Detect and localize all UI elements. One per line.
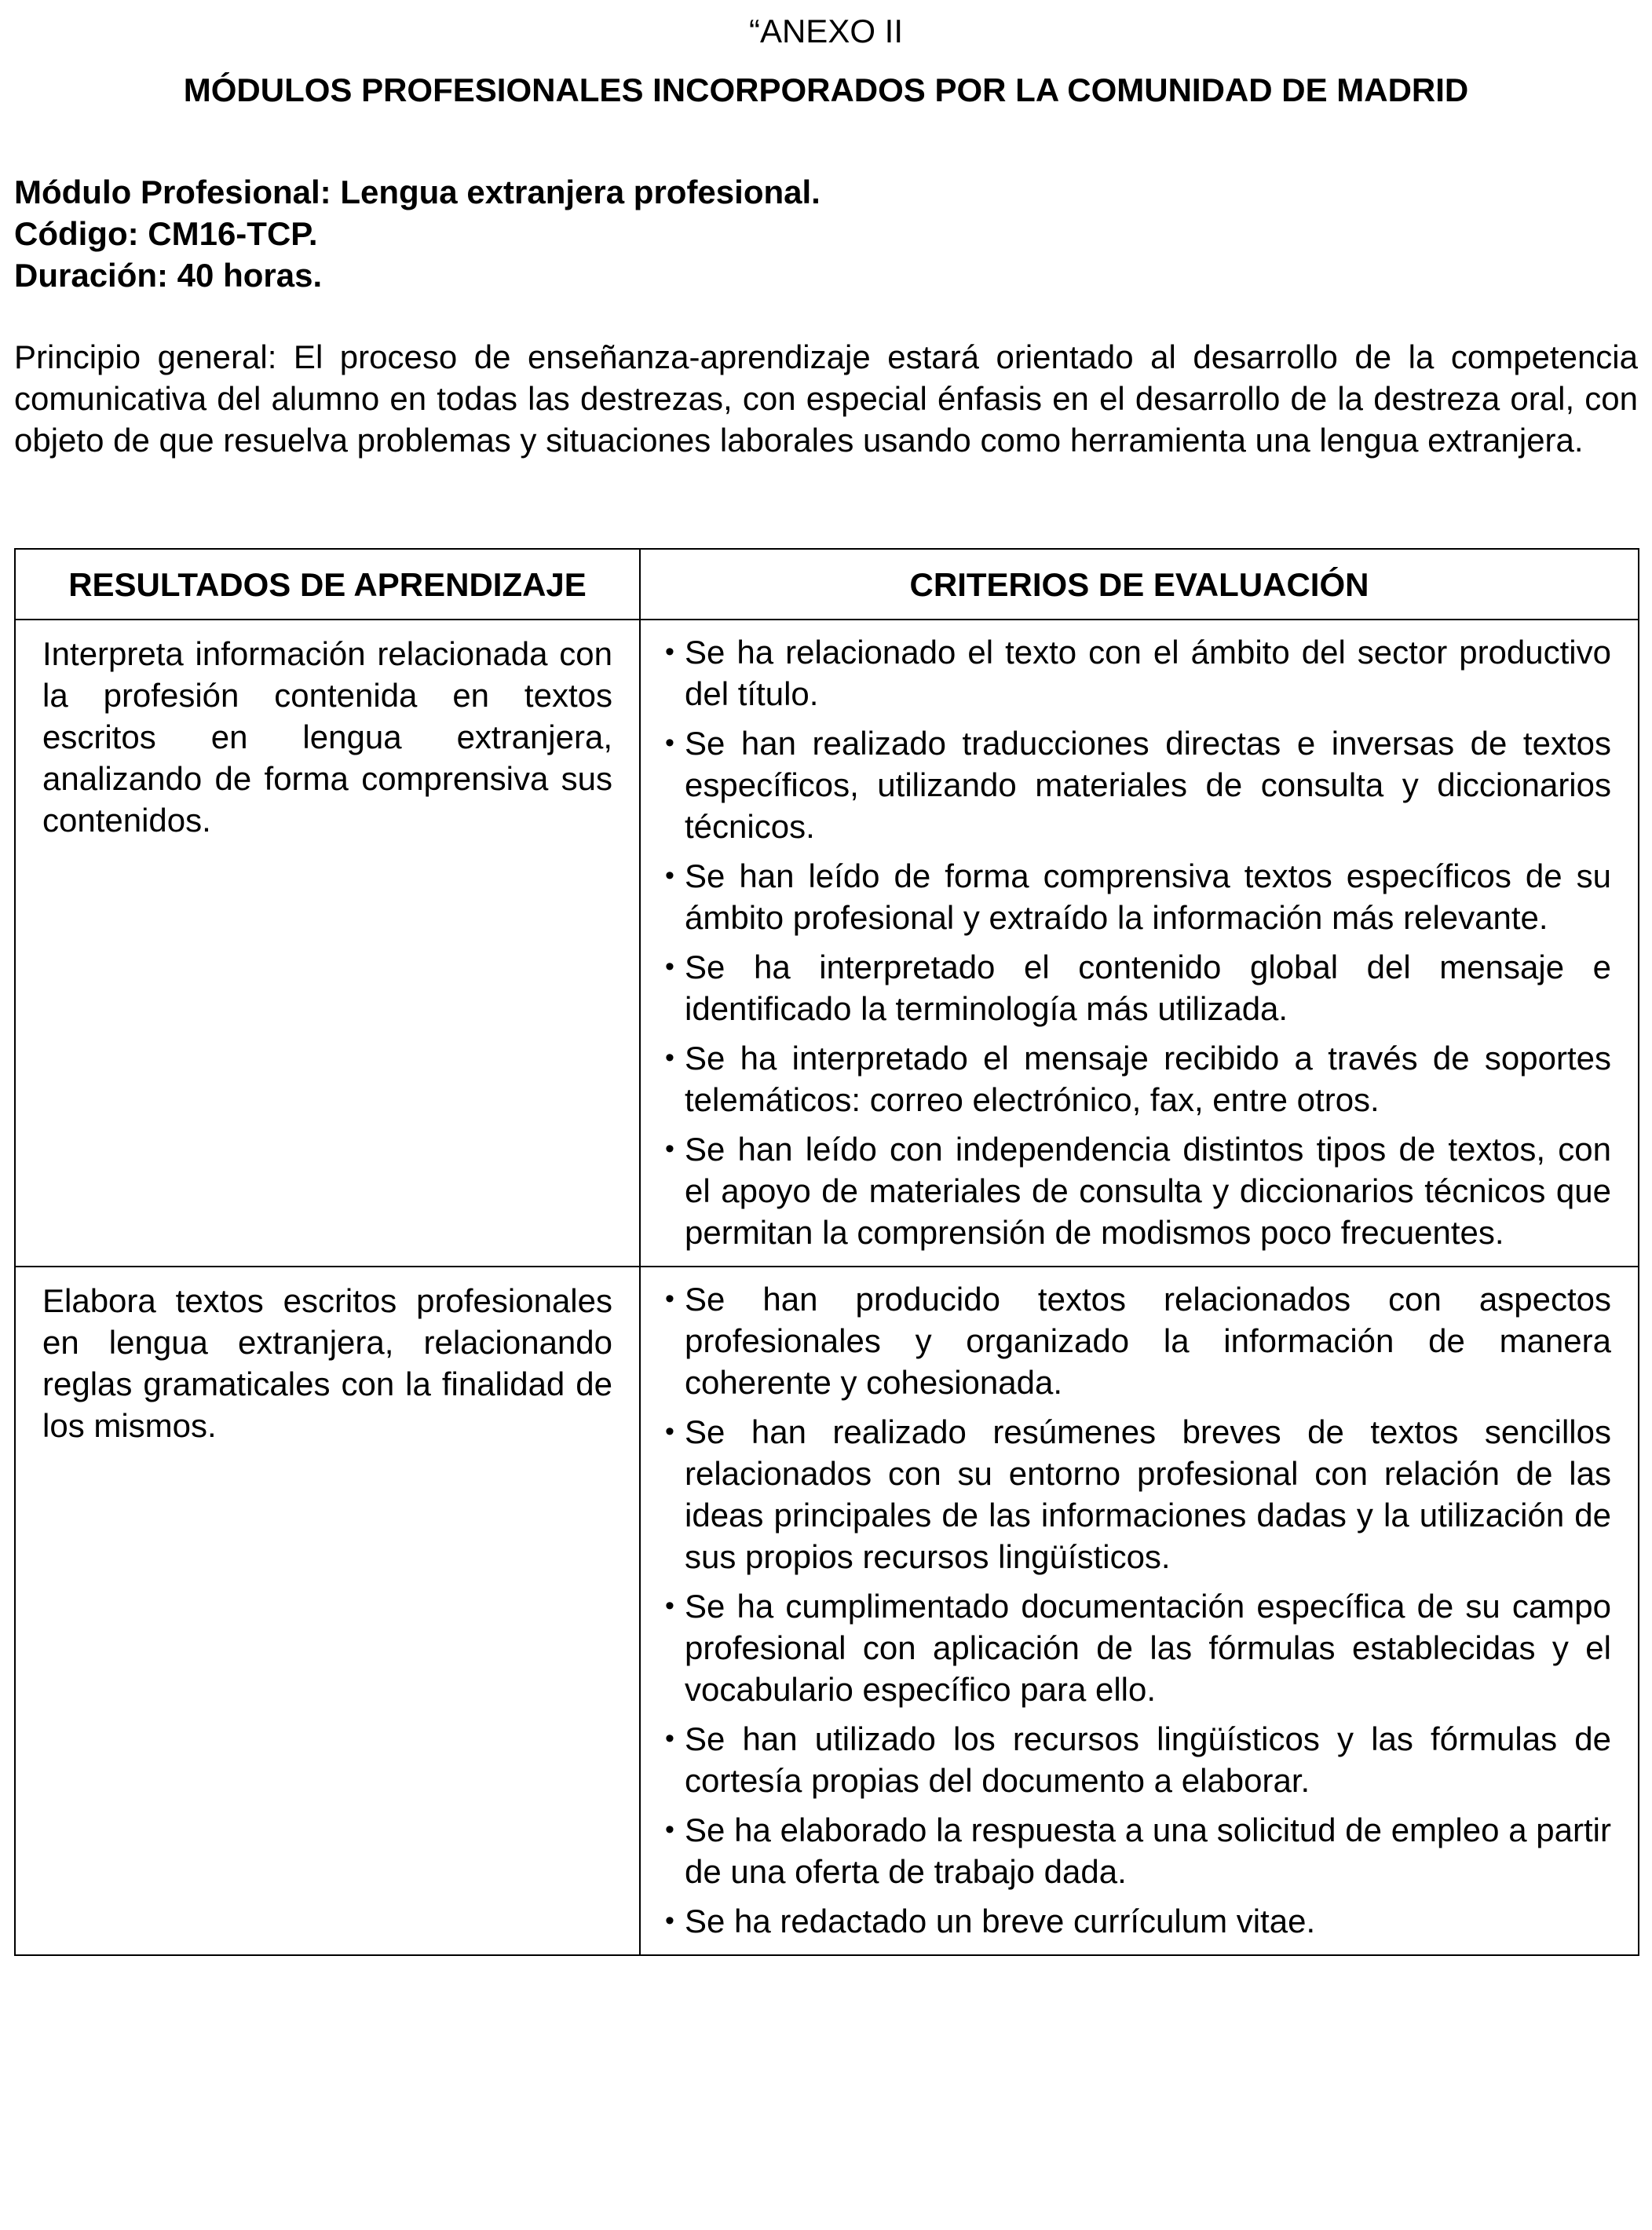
criterion-item	[661, 946, 1611, 1029]
bullet-icon: •	[665, 1284, 674, 1314]
learning-result: Elabora textos escritos profesionales en lengua extranjera, relacionando reglas gramaticales con la finalidad de los mismos.	[15, 1267, 640, 1955]
learning-outcomes-table	[14, 548, 1639, 1956]
criterion-text: Se ha relacionado el texto con el ámbito del sector productivo del título.	[685, 634, 1611, 712]
criterion-item	[661, 855, 1611, 938]
criterion-text: Se ha interpretado el contenido global del mensaje e identificado la terminología más utilizada.	[685, 949, 1611, 1027]
module-info	[14, 171, 1638, 296]
criterion-text: Se han utilizado los recursos lingüísticos y las fórmulas de cortesía propias del documento a elaborar.	[685, 1720, 1611, 1799]
annex-label: “ANEXO II	[748, 13, 904, 49]
criterion-item	[661, 1718, 1611, 1801]
table-row	[15, 1267, 1639, 1955]
bullet-icon: •	[665, 1906, 674, 1936]
criterion-text: Se han leído de forma comprensiva textos específicos de su ámbito profesional y extraído la información más relevante.	[685, 857, 1611, 936]
evaluation-criteria-cell	[640, 620, 1639, 1267]
criteria-list	[661, 631, 1611, 1253]
criterion-item	[661, 631, 1611, 715]
criterion-item	[661, 722, 1611, 847]
criterion-item	[661, 1278, 1611, 1403]
bullet-icon: •	[665, 952, 674, 982]
criteria-list	[661, 1278, 1611, 1942]
table-header-row	[15, 549, 1639, 620]
criterion-item	[661, 1128, 1611, 1253]
module-name: Módulo Profesional: Lengua extranjera profesional.	[14, 174, 821, 210]
criterion-item	[661, 1585, 1611, 1710]
criterion-text: Se han realizado traducciones directas e inversas de textos específicos, utilizando materiales de consulta y diccionarios técnicos.	[685, 725, 1611, 845]
bullet-icon: •	[665, 1815, 674, 1844]
bullet-icon: •	[665, 728, 674, 758]
header-learning-results: RESULTADOS DE APRENDIZAJE	[15, 549, 640, 620]
criterion-text: Se ha interpretado el mensaje recibido a través de soportes telemáticos: correo electrónico, fax, entre otros.	[685, 1040, 1611, 1118]
bullet-icon: •	[665, 1043, 674, 1073]
criterion-item	[661, 1809, 1611, 1892]
general-principle: Principio general: El proceso de enseñanza-aprendizaje estará orientado al desarrollo de la competencia comunicativa del alumno en todas las destrezas, con especial énfasis en el desarrollo de la destreza oral, con objeto de que resuelva problemas y situaciones laborales usando como herramienta una lengua extranjera.	[14, 338, 1638, 459]
evaluation-criteria-cell	[640, 1267, 1639, 1955]
criterion-item	[661, 1037, 1611, 1120]
document-title: MÓDULOS PROFESIONALES INCORPORADOS POR LA COMUNIDAD DE MADRID	[183, 71, 1469, 108]
criterion-text: Se ha elaborado la respuesta a una solicitud de empleo a partir de una oferta de trabajo dada.	[685, 1811, 1611, 1890]
criterion-item	[661, 1900, 1611, 1942]
learning-result: Interpreta información relacionada con la profesión contenida en textos escritos en lengua extranjera, analizando de forma comprensiva sus contenidos.	[15, 620, 640, 1267]
table-row	[15, 620, 1639, 1267]
bullet-icon: •	[665, 1417, 674, 1446]
bullet-icon: •	[665, 1134, 674, 1164]
bullet-icon: •	[665, 637, 674, 667]
criterion-text: Se ha redactado un breve currículum vitae.	[685, 1903, 1316, 1939]
module-duration: Duración: 40 horas.	[14, 257, 323, 294]
criterion-text: Se han leído con independencia distintos tipos de textos, con el apoyo de materiales de consulta y diccionarios técnicos que permitan la comprensión de modismos poco frecuentes.	[685, 1131, 1611, 1251]
criterion-text: Se han realizado resúmenes breves de textos sencillos relacionados con su entorno profesional con relación de las ideas principales de las informaciones dadas y la utilización de sus propios recursos lingüísticos.	[685, 1413, 1611, 1575]
criterion-text: Se han producido textos relacionados con aspectos profesionales y organizado la información de manera coherente y cohesionada.	[685, 1281, 1611, 1401]
header-evaluation-criteria: CRITERIOS DE EVALUACIÓN	[640, 549, 1639, 620]
bullet-icon: •	[665, 1591, 674, 1621]
module-code: Código: CM16-TCP.	[14, 215, 318, 252]
criterion-item	[661, 1411, 1611, 1577]
bullet-icon: •	[665, 1724, 674, 1753]
criterion-text: Se ha cumplimentado documentación específica de su campo profesional con aplicación de las fórmulas establecidas y el vocabulario específico para ello.	[685, 1588, 1611, 1708]
bullet-icon: •	[665, 861, 674, 890]
